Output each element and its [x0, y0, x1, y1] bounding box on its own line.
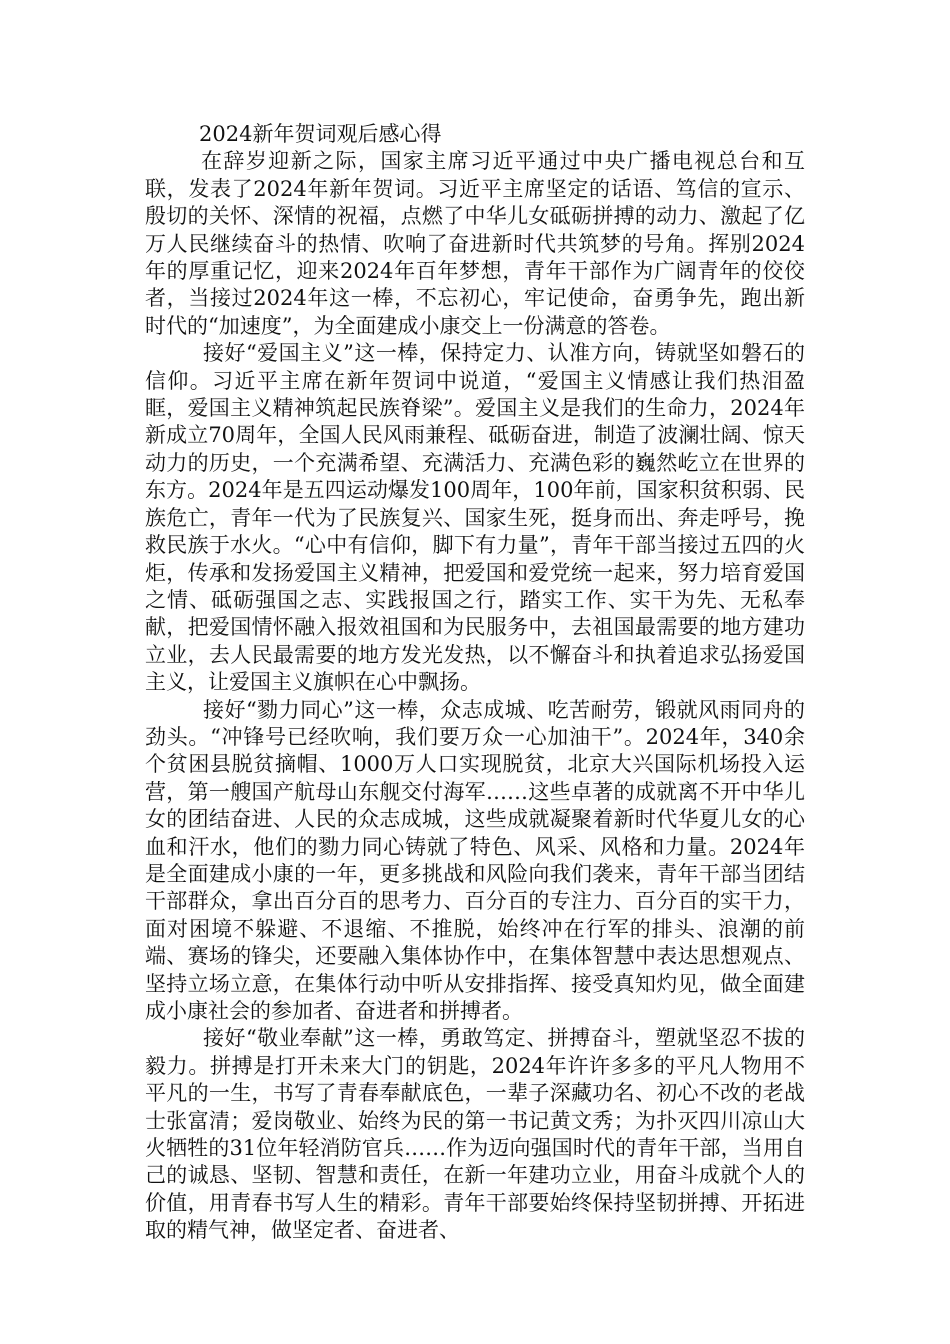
paragraph-patriotism: 接好“爱国主义”这一棒，保持定力、认准方向，铸就坚如磐石的信仰。习近平主席在新年贺词中说道，“爱国主义情感让我们热泪盈眶，爱国主义精神筑起民族脊梁”。爱国主义是我们的生命力，2024年新成立70周年，全国人民风雨兼程、砥砺奋进，制造了波澜壮阔、惊天动力的历史，一个充满希望、充满活力、充满色彩的巍然屹立在世界的东方。2024年是五四运动爆发100周年，100年前，国家积贫积弱、民族危亡，青年一代为了民族复兴、国家生死，挺身而出、奔走呼号，挽救民族于水火。“心中有信仰，脚下有力量”，青年干部当接过五四的火炬，传承和发扬爱国主义精神，把爱国和爱党统一起来，努力培育爱国之情、砥砺强国之志、实践报国之行，踏实工作、实干为先、无私奉献，把爱国情怀融入报效祖国和为民服务中，去祖国最需要的地方建功立业，去人民最需要的地方发光发热，以不懈奋斗和执着追求弘扬爱国主义，让爱国主义旗帜在心中飘扬。: [145, 341, 805, 695]
paragraph-unity: 接好“勠力同心”这一棒，众志成城、吃苦耐劳，锻就风雨同舟的劲头。“冲锋号已经吹响，我们要万众一心加油干”。2024年，340余个贫困县脱贫摘帽、1000万人口实现脱贫，北京大兴国际机场投入运营，第一艘国产航母山东舰交付海军……这些卓著的成就离不开中华儿女的团结奋进、人民的众志成城，这些成就凝聚着新时代华夏儿女的心血和汗水，他们的勠力同心铸就了特色、风采、风格和力量。2024年是全面建成小康的一年，更多挑战和风险向我们袭来，青年干部当团结干部群众，拿出百分百的思考力、百分百的专注力、百分百的实干力，面对困境不躲避、不退缩、不推脱，始终冲在行军的排头、浪潮的前端、赛场的锋尖，还要融入集体协作中，在集体智慧中表达思想观点、坚持立场立意，在集体行动中听从安排指挥、接受真知灼见，做全面建成小康社会的参加者、奋进者和拼搏者。: [145, 697, 805, 1023]
paragraph-dedication: 接好“敬业奉献”这一棒，勇敢笃定、拼搏奋斗，塑就坚忍不拔的毅力。拼搏是打开未来大门的钥匙，2024年许许多多的平凡人物用不平凡的一生，书写了青春奉献底色，一辈子深藏功名、初心不改的老战士张富清；爱岗敬业、始终为民的第一书记黄文秀；为扑灭四川凉山大火牺牲的31位年轻消防官兵……作为迈向强国时代的青年干部，当用自己的诚恳、坚韧、智慧和责任，在新一年建功立业，用奋斗成就个人的价值，用青春书写人生的精彩。青年干部要始终保持坚韧拼搏、开拓进取的精气神，做坚定者、奋进者、: [145, 1026, 805, 1243]
document-body: [145, 121, 805, 1245]
document-title: 2024新年贺词观后感心得: [199, 122, 442, 146]
paragraph-intro: 在辞岁迎新之际，国家主席习近平通过中央广播电视总台和互联，发表了2024年新年贺词。习近平主席坚定的话语、笃信的宣示、殷切的关怀、深情的祝福，点燃了中华儿女砥砺拼搏的动力、激起了亿万人民继续奋斗的热情、吹响了奋进新时代共筑梦的号角。挥别2024年的厚重记忆，迎来2024年百年梦想，青年干部作为广阔青年的佼佼者，当接过2024年这一棒，不忘初心，牢记使命，奋勇争先，跑出新时代的“加速度”，为全面建成小康交上一份满意的答卷。: [145, 149, 805, 338]
